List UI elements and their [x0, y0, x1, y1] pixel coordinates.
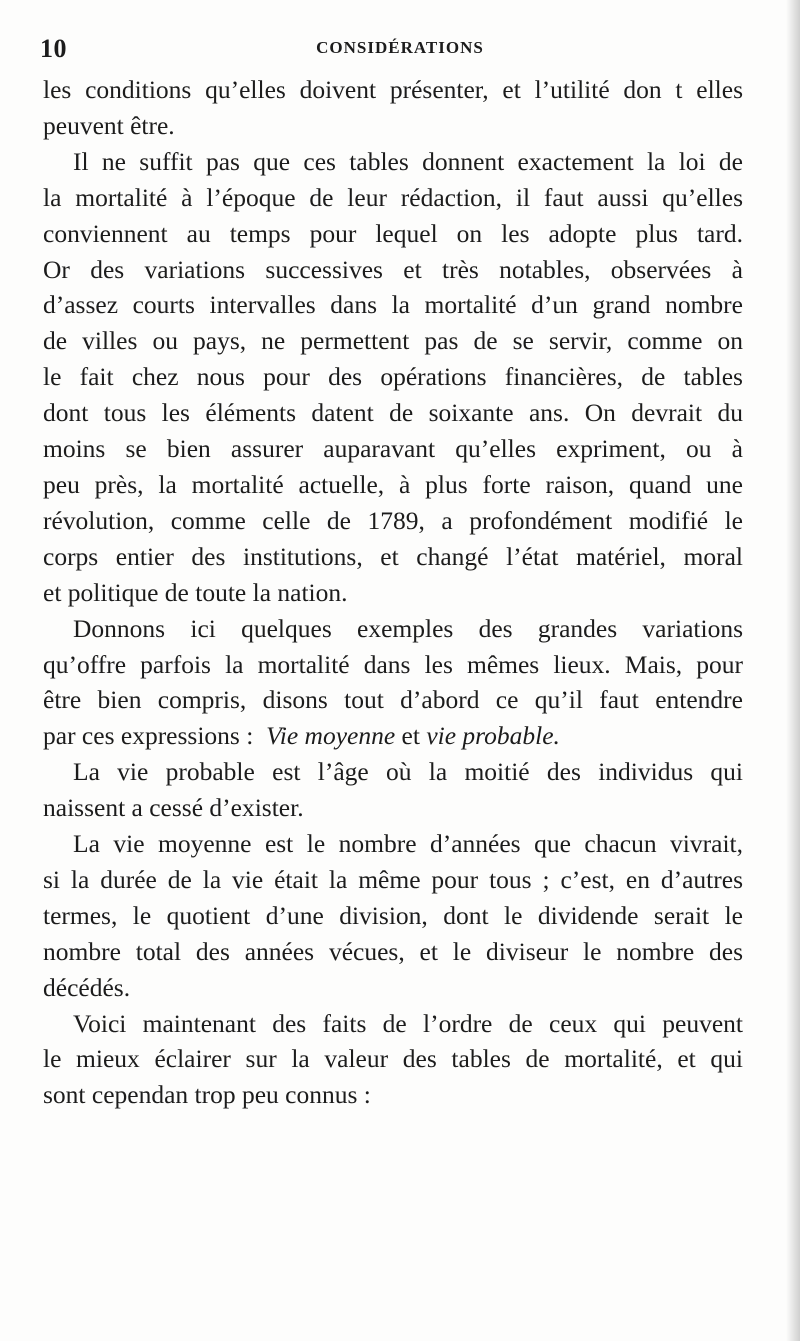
term-vie-moyenne: Vie moyenne: [266, 721, 396, 751]
paragraph: [43, 144, 743, 611]
text-segment: par ces expressions :: [43, 721, 254, 751]
text-line: La vie probable est l’âge où la moitié des individus qui: [73, 757, 743, 787]
term-vie-probable: vie probable.: [426, 721, 560, 751]
paragraph: [43, 754, 743, 826]
text-line: naissent a cessé d’exister.: [43, 793, 304, 823]
running-head: CONSIDÉRATIONS: [316, 38, 484, 57]
text-line: la mortalité à l’époque de leur rédaction, il faut aussi qu’elles: [43, 182, 743, 212]
text-line: être bien compris, disons tout d’abord ce qu’il faut entendre: [43, 685, 743, 715]
text-line: corps entier des institutions, et changé l’état matériel, moral: [43, 541, 743, 571]
text-segment: et: [401, 721, 420, 751]
text-line: qu’offre parfois la mortalité dans les mêmes lieux. Mais, pour: [43, 649, 743, 679]
text-line: Il ne suffit pas que ces tables donnent exactement la loi de: [73, 146, 743, 176]
text-line: peu près, la mortalité actuelle, à plus forte raison, quand une: [43, 469, 743, 499]
text-line: les conditions qu’elles doivent présenter, et l’utilité don t elles: [43, 75, 743, 104]
paragraph: [43, 826, 743, 1006]
text-line: révolution, comme celle de 1789, a profondément modifié le: [43, 505, 743, 535]
text-line: La vie moyenne est le nombre d’années que chacun vivrait,: [73, 829, 743, 859]
page-header: [40, 34, 760, 64]
text-line: Donnons ici quelques exemples des grandes variations: [73, 613, 743, 643]
text-line: décédés.: [43, 972, 131, 1002]
text-line: le mieux éclairer sur la valeur des tables de mortalité, et qui: [43, 1044, 743, 1074]
paragraph: [43, 611, 743, 755]
text-line: sont cependan trop peu connus :: [43, 1080, 371, 1110]
text-line: nombre total des années vécues, et le diviseur le nombre des: [43, 936, 743, 966]
body-text: [43, 72, 743, 1113]
text-line: termes, le quotient d’une division, dont le dividende serait le: [43, 900, 743, 930]
text-line: Or des variations successives et très notables, observées à: [43, 254, 743, 284]
text-line: dont tous les éléments datent de soixante ans. On devrait du: [43, 398, 743, 428]
paragraph: [43, 72, 743, 144]
page-edge-shadow: [786, 0, 800, 1341]
text-line: si la durée de la vie était la même pour tous ; c’est, en d’autres: [43, 864, 743, 894]
text-line: peuvent être.: [43, 110, 175, 140]
text-line: le fait chez nous pour des opérations financières, de tables: [43, 362, 743, 392]
text-line: d’assez courts intervalles dans la mortalité d’un grand nombre: [43, 290, 743, 320]
paragraph: [43, 1006, 743, 1114]
text-line: moins se bien assurer auparavant qu’elles expriment, ou à: [43, 434, 743, 464]
text-line: Voici maintenant des faits de l’ordre de ceux qui peuvent: [73, 1008, 743, 1038]
text-line: et politique de toute la nation.: [43, 577, 348, 607]
text-line: de villes ou pays, ne permettent pas de se servir, comme on: [43, 326, 743, 356]
text-line: conviennent au temps pour lequel on les adopte plus tard.: [43, 218, 743, 248]
page-number: 10: [40, 34, 67, 63]
text-line: [43, 718, 743, 754]
